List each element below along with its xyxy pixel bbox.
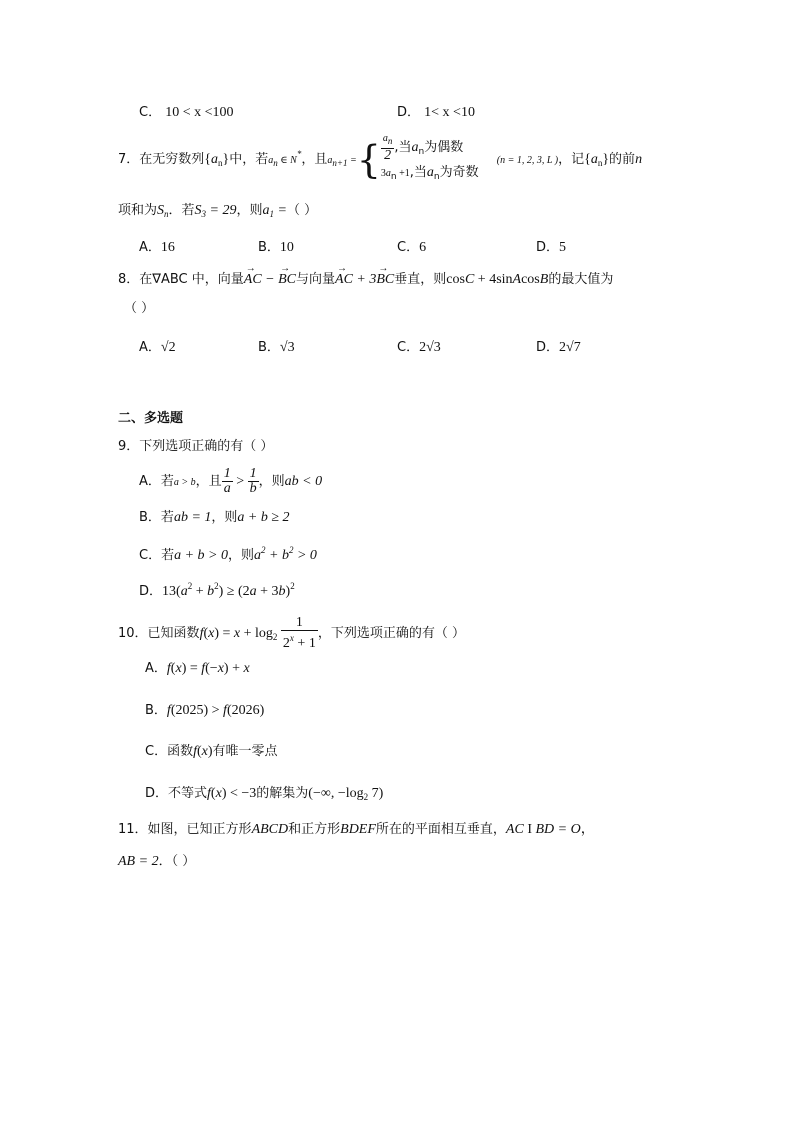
option-label: B． — [258, 240, 280, 255]
option-text: 不等式 — [168, 786, 208, 801]
option-text: 有唯一零点 — [212, 744, 278, 759]
q8-stem-line2: （ ） — [124, 301, 155, 316]
q7-option-c — [397, 239, 426, 257]
stem-text: 所在的平面相互垂直， — [375, 822, 506, 837]
case-text: 为奇数 — [439, 165, 479, 180]
option-text: 若 — [160, 510, 174, 525]
q7-option-b — [258, 239, 294, 257]
option-label: D． — [145, 786, 169, 801]
option-label: D． — [139, 584, 163, 599]
stem-text: 下列选项正确的有（ ） — [139, 439, 274, 454]
q9-option-d: D．$13(a^2 + b^2) \ge (2a + 3b)^2$ — [139, 581, 295, 599]
q8-option-a — [139, 339, 176, 357]
stem-text: （ ） — [286, 203, 318, 218]
section-title: 二、多选题 — [118, 411, 184, 426]
option-text: ，则 — [258, 474, 285, 489]
q9-option-b: B．若ab = 1，则a + b ≥ 2 — [139, 510, 290, 525]
q7-option-a — [139, 239, 175, 257]
option-label: B． — [258, 340, 280, 355]
stem-text: 如图，已知正方形 — [147, 822, 252, 837]
math-a1: $a_1$ = — [262, 203, 287, 219]
option-label: C． — [139, 105, 162, 120]
stem-text: ．若 — [168, 203, 195, 218]
case-text: 为偶数 — [424, 140, 464, 155]
option-label: D． — [397, 105, 421, 120]
brace: { — [356, 137, 381, 182]
stem-text: 已知函数 — [147, 626, 200, 641]
piecewise-cases: $\frac{an}{2}$ ,当$a_n$为偶数 $3a_n +1$,当$a_n$为奇数 — [380, 133, 479, 182]
option-text: 函数 — [167, 744, 194, 759]
q6-option-c — [139, 104, 234, 122]
math-an-in-n: an ∈ N* — [268, 149, 302, 168]
q7-option-d — [536, 239, 566, 257]
q10-option-d: D．不等式f(x) < −3的解集为(−∞, $-\log_2$ 7) — [145, 786, 384, 802]
option-text: 2√3 — [419, 340, 441, 355]
option-text: 的解集为 — [256, 786, 309, 801]
stem-text: 中，若 — [229, 152, 269, 167]
stem-text: ，记 — [558, 152, 585, 167]
option-label: A． — [145, 661, 167, 676]
question-number: 10． — [118, 626, 148, 641]
option-text: 10 — [279, 240, 294, 255]
option-text: 10 < x <100 — [165, 105, 234, 120]
math-expression: cosC + 4sinAcosB — [446, 272, 549, 287]
math-condition: (n = 1, 2, 3, L ) — [496, 155, 559, 166]
math-set-an: $\{a_n\}$ — [584, 152, 610, 168]
stem-text: ，则 — [236, 203, 263, 218]
stem-text: ，且 — [301, 152, 328, 167]
option-label: C． — [139, 548, 162, 563]
option-text: 5 — [559, 240, 567, 255]
stem-text: ，下列选项正确的有（ ） — [317, 626, 465, 641]
option-label: A． — [139, 240, 161, 255]
stem-text: 的最大值为 — [548, 272, 614, 287]
q10-option-a: A．f(x) = f(−x) + x — [145, 661, 250, 676]
math-an1: an+1 = — [327, 155, 357, 168]
option-label: D． — [536, 240, 560, 255]
stem-text: 与向量 — [296, 272, 336, 287]
q8-option-d — [536, 339, 581, 357]
option-text: 2√7 — [559, 340, 581, 355]
math-s3: $S_3 = 29$ — [194, 203, 237, 219]
option-text: 16 — [160, 240, 175, 255]
q7-stem-line2 — [118, 202, 317, 223]
question-number: 9． — [118, 439, 140, 454]
q11-stem-line2: AB = 2．（ ） — [118, 854, 196, 869]
q11-stem-line1: 11．如图，已知正方形ABCD和正方形BDEF所在的平面相互垂直，AC I BD = O， — [118, 822, 595, 837]
option-text: 若 — [161, 548, 175, 563]
option-text: ，则 — [228, 548, 255, 563]
option-text: ，且 — [195, 474, 222, 489]
stem-text: 在无穷数列 — [139, 152, 205, 167]
q8-option-b — [258, 339, 295, 357]
option-label: B． — [145, 703, 167, 718]
math-set-an: $\{a_n\}$ — [204, 152, 230, 168]
option-label: C． — [145, 744, 168, 759]
option-text: 若 — [160, 474, 174, 489]
math-vector-sum: → AC + 3→ BC — [335, 272, 394, 287]
option-text: ，则 — [211, 510, 238, 525]
q9-option-c: C．若a + b > 0，则$a^2 + b^2 > 0$ — [139, 545, 317, 563]
q10-stem: 10．已知函数$f(x) = x + \log_2$ $\frac{1}{2^x + 1}$ ，下列选项正确的有（ ） — [118, 615, 465, 651]
option-label: A． — [139, 340, 161, 355]
question-number: 11． — [118, 822, 148, 837]
question-number: 7． — [118, 152, 140, 167]
option-label: B． — [139, 510, 161, 525]
q8-stem-line1 — [118, 271, 613, 289]
q10-option-b: B．f(2025) > f(2026) — [145, 703, 265, 718]
q8-option-c — [397, 339, 441, 357]
q9-stem — [118, 438, 273, 456]
stem-text: 在∇ABC 中，向量 — [139, 272, 244, 287]
stem-text: 的前 — [609, 152, 636, 167]
math-sn: $S_n$ — [157, 203, 169, 219]
option-label: C． — [397, 340, 420, 355]
q6-option-d — [397, 104, 475, 122]
option-text: 6 — [419, 240, 427, 255]
q10-option-c: C．函数f(x)有唯一零点 — [145, 744, 278, 759]
q7-stem-line1: 7．在无穷数列$\{a_n\}$中，若an ∈ N*，且an+1 ={ $\frac{an}{2}$ ,当$a_n$为偶数 $3a_n +1$,当$a_n$为奇数 (n = 1, 2, 3, L )，记$\{a_n\}$的前n — [118, 132, 642, 187]
stem-text: 垂直，则 — [394, 272, 447, 287]
option-text: 1< x <10 — [424, 105, 475, 120]
option-label: C． — [397, 240, 420, 255]
option-text: √3 — [279, 340, 295, 355]
q9-option-a: A．若a > b，且 $\frac{1}{a}$ > $\frac{1}{b}$ ，则ab < 0 — [139, 466, 323, 496]
option-label: A． — [139, 474, 161, 489]
option-label: D． — [536, 340, 560, 355]
stem-text: ．（ ） — [158, 854, 196, 869]
stem-text: 项和为 — [118, 203, 158, 218]
option-text: √2 — [160, 340, 176, 355]
math-vector-diff: → AC − → BC — [244, 272, 296, 287]
stem-text: 和正方形 — [288, 822, 341, 837]
question-number: 8． — [118, 272, 140, 287]
